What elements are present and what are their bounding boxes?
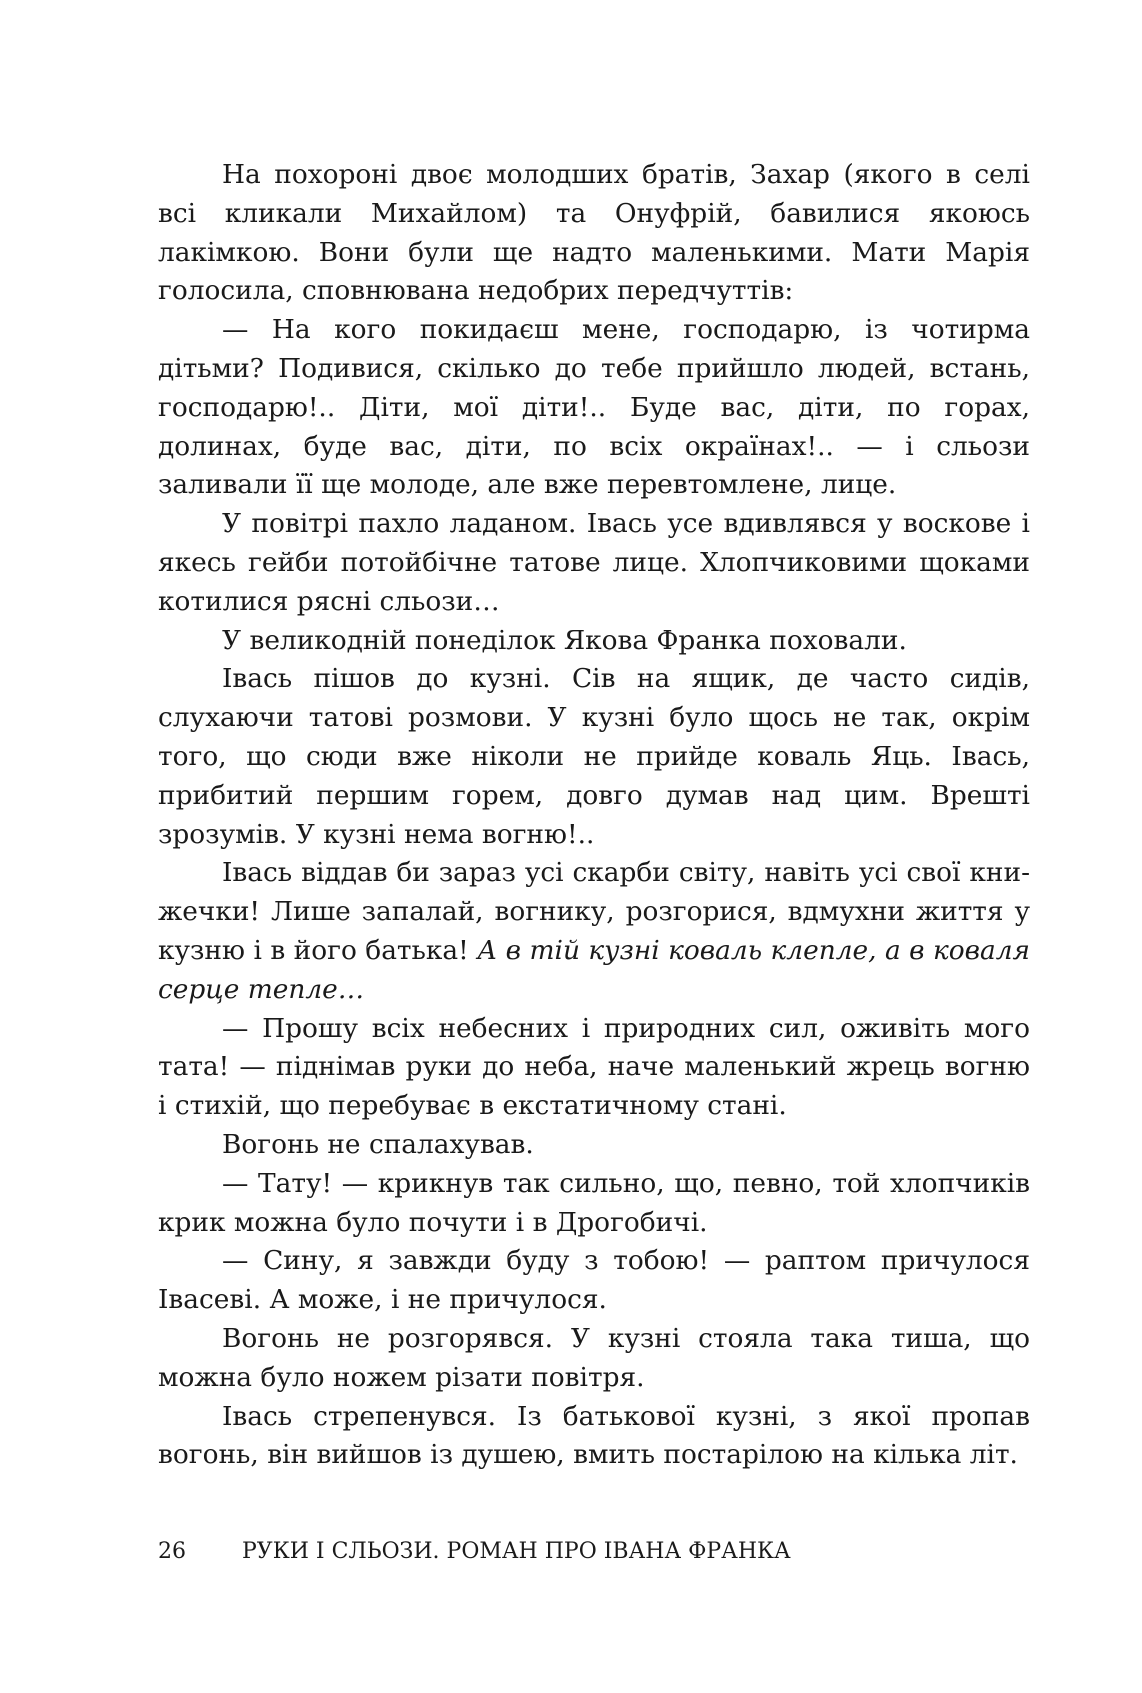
paragraph-silence: Вогонь не розгорявся. У кузні стояла така тиша, що можна було ножем різати повітря.	[158, 1322, 1030, 1393]
paragraph-plea: — Прошу всіх небесних і природних сил, оживіть мого тата! — піднімав руки до неба, наче маленький жрець вогню і стихій, що перебуває в екстатичному стані.	[158, 1012, 1030, 1122]
paragraph-treasures	[158, 854, 1030, 1009]
paragraph-burial: У великодній понеділок Якова Франка поховали.	[222, 624, 907, 656]
paragraph-ending: Івась стрепенувся. Із батькової кузні, з якої пропав вогонь, він вийшов із душею, вмить постарілою на кілька літ.	[158, 1400, 1030, 1471]
page-number: 26	[158, 1539, 186, 1564]
paragraph-voice: — Сину, я завжди буду з тобою! — раптом причулося Івасеві. А може, і не причулося.	[158, 1245, 1030, 1316]
italic-song-quote: А в тій кузні коваль клепле, а в коваля серце тепле…	[158, 934, 1031, 1005]
body-text	[158, 156, 1030, 1475]
page-footer	[158, 1537, 791, 1567]
paragraph-forge: Івась пішов до кузні. Сів на ящик, де часто сидів, слухаючи татові розмови. У кузні було щось не так, окрім того, що сюди вже ніколи не прийде коваль Яць. Івась, прибитий першим горем, довго думав над цим. Врешті зрозумів. У кузні нема вогню!..	[158, 663, 1030, 850]
paragraph-no-fire: Вогонь не спалахував.	[222, 1128, 534, 1160]
running-title: РУКИ І СЛЬОЗИ. РОМАН ПРО ІВАНА ФРАНКА	[242, 1539, 791, 1564]
paragraph-shout: — Тату! — крикнув так сильно, що, певно, той хлопчиків крик можна було почути і в Дрогобичі.	[158, 1167, 1030, 1238]
paragraph-lament: — На кого покидаєш мене, господарю, із чотирма дітьми? Подивися, скілько до тебе прийшло людей, встань, господарю!.. Діти, мої діти!.. Буде вас, діти, по горах, долинах, буде вас, діти, по всіх окраїнах!.. — і сльози заливали її ще молоде, але вже перевтомлене, лице.	[158, 314, 1030, 501]
paragraph-funeral: На похороні двоє молодших братів, Захар (якого в селі всі кликали Михайлом) та Онуфрій, бавилися якоюсь лакімкою. Вони були ще надто маленькими. Мати Марія голосила, сповнювана недобрих передчуттів:	[158, 159, 1030, 307]
paragraph-incense: У повітрі пахло ладаном. Івась усе вдивлявся у воскове і якесь гейби потойбічне татове лице. Хлопчиковими щоками котилися рясні сльози…	[158, 508, 1030, 617]
paragraph-treasures-text: Івась віддав би зараз усі скарби світу, навіть усі свої книжечки! Лише запалай, вогнику, розгорися, вдмухни життя у кузню і в його батька!	[158, 857, 1030, 966]
